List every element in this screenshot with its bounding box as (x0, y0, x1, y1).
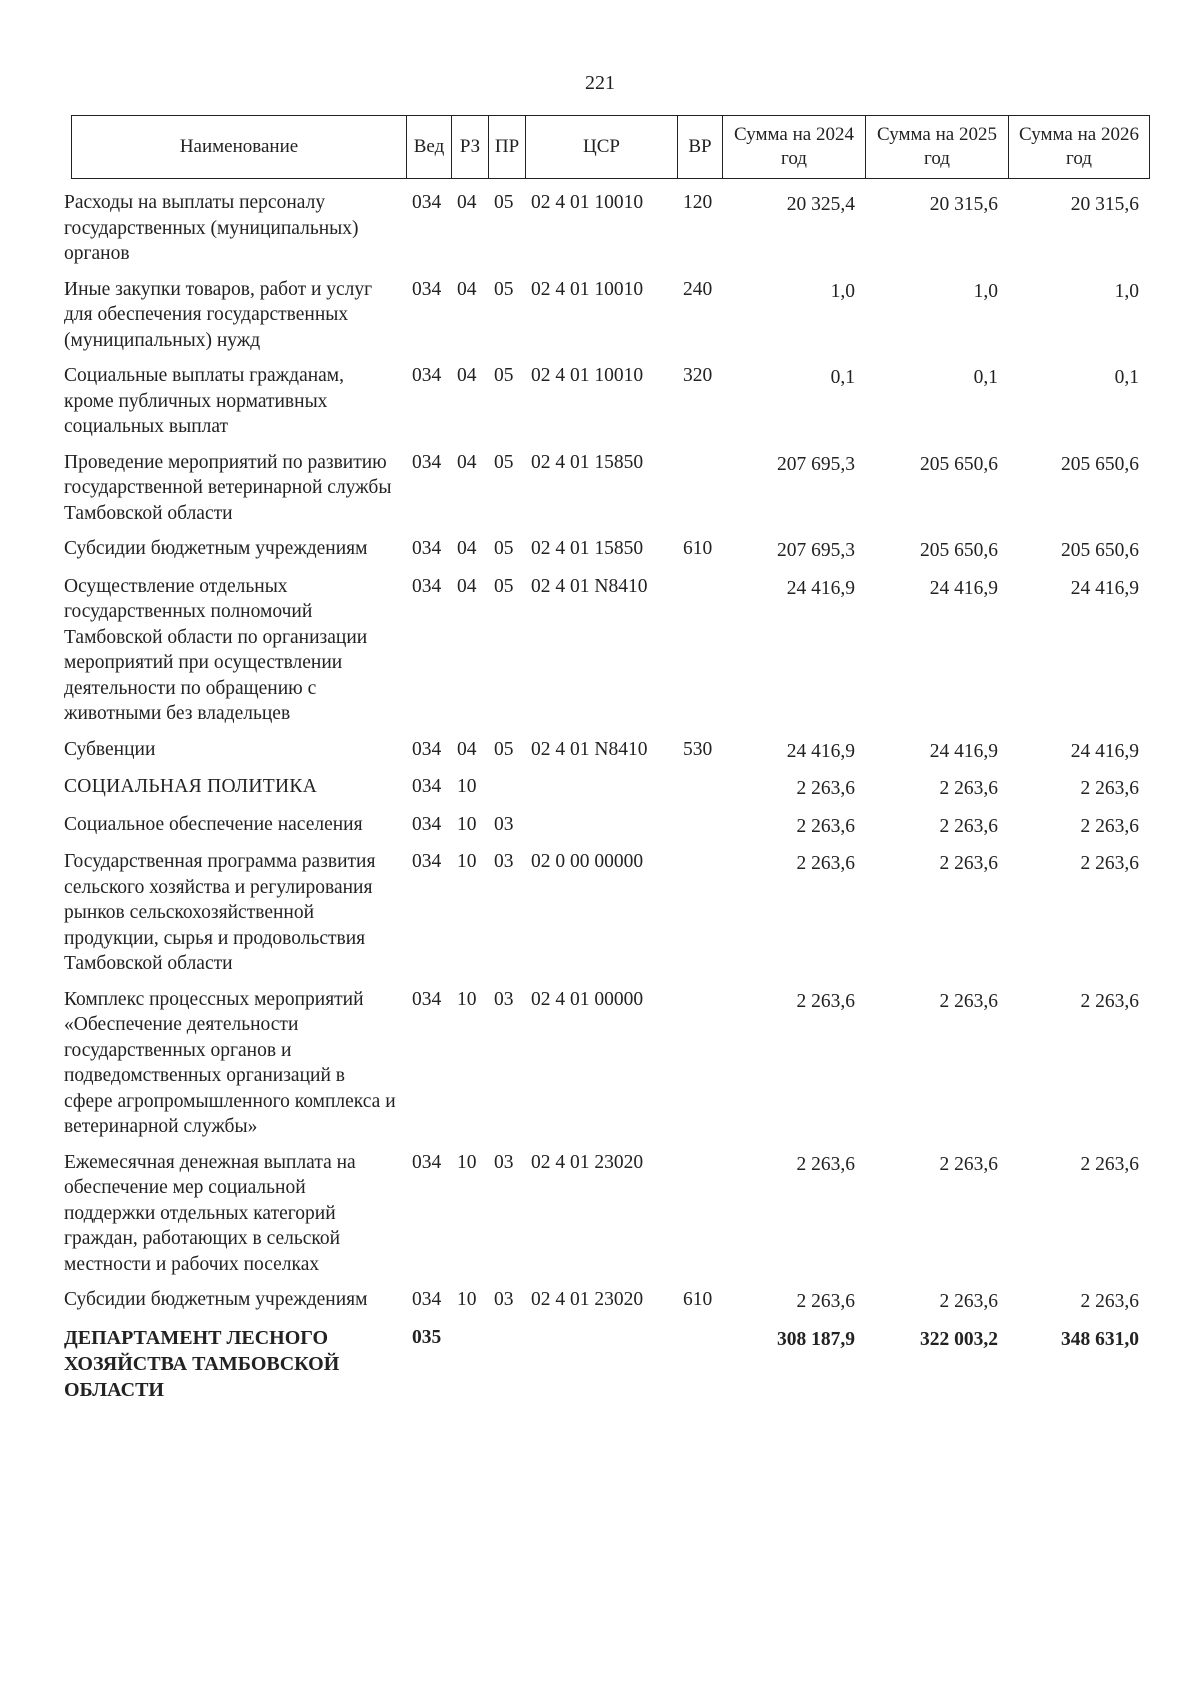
row-csr: 02 4 01 23020 (531, 1151, 644, 1173)
row-rz (451, 1325, 488, 1413)
row-sum-2025: 2 263,6 (939, 990, 998, 1012)
table-header (71, 115, 1150, 179)
row-name: Комплекс процессных мероприятий «Обеспечение деятельности государственных органов и подведомственных организаций в сфере агропромышленного комплекса и ветеринарной службы» (64, 988, 396, 1137)
row-sum-2025: 2 263,6 (939, 1153, 998, 1175)
row-ved: 035 (412, 1326, 442, 1348)
row-sum-2024: 1,0 (830, 280, 855, 302)
row-sum-2025: 2 263,6 (939, 778, 998, 799)
row-name: Субвенции (64, 738, 156, 760)
row-name: Осуществление отдельных государственных полномочий Тамбовской области по организации мероприятий при осуществлении деятельности по обращению с животными без владельцев (64, 575, 368, 724)
row-pr: 03 (494, 851, 514, 872)
row-sum-2026: 0,1 (1114, 367, 1139, 388)
row-sum-2025: 205 650,6 (920, 453, 998, 475)
row-sum-2026: 1,0 (1114, 280, 1139, 302)
row-rz: 04 (457, 575, 477, 597)
header-rz: РЗ (452, 116, 489, 179)
row-sum-2024: 207 695,3 (777, 453, 855, 475)
row-sum-2024: 2 263,6 (796, 853, 855, 874)
row-sum-2026: 2 263,6 (1080, 815, 1139, 837)
row-sum-2026: 205 650,6 (1061, 540, 1139, 561)
row-ved: 034 (412, 278, 442, 300)
row-csr: 02 4 01 23020 (531, 1289, 644, 1310)
row-pr: 05 (494, 538, 514, 559)
table-row (64, 277, 1149, 364)
row-sum-2025: 2 263,6 (939, 1291, 998, 1312)
row-name: Ежемесячная денежная выплата на обеспечение мер социальной поддержки отдельных категорий граждан, работающих в сельской местности и рабочих поселках (64, 1151, 356, 1275)
page-number: 221 (585, 72, 615, 94)
header-vr: ВР (678, 116, 723, 179)
table-row (64, 363, 1149, 450)
row-ved: 034 (412, 988, 442, 1010)
row-sum-2025: 322 003,2 (920, 1328, 998, 1350)
row-vr: 120 (683, 192, 713, 213)
table-row (64, 1287, 1149, 1325)
table-row (64, 774, 1149, 812)
row-name: Социальное обеспечение населения (64, 813, 363, 835)
row-sum-2026: 20 315,6 (1070, 194, 1139, 215)
row-sum-2026: 2 263,6 (1080, 1153, 1139, 1175)
row-ved: 034 (412, 1151, 442, 1173)
row-sum-2025: 2 263,6 (939, 815, 998, 837)
row-pr: 03 (494, 988, 514, 1010)
row-sum-2024: 2 263,6 (796, 1291, 855, 1312)
table-row (64, 190, 1149, 277)
row-vr (677, 987, 722, 1150)
row-rz: 04 (457, 278, 477, 300)
row-ved: 034 (412, 851, 442, 872)
row-sum-2025: 24 416,9 (929, 740, 998, 762)
row-sum-2024: 24 416,9 (786, 740, 855, 762)
row-name: ДЕПАРТАМЕНТ ЛЕСНОГО ХОЗЯЙСТВА ТАМБОВСКОЙ ОБЛАСТИ (64, 1326, 340, 1401)
row-ved: 034 (412, 813, 442, 835)
row-vr: 240 (683, 278, 713, 300)
row-sum-2026: 2 263,6 (1080, 990, 1139, 1012)
table-row (64, 574, 1149, 737)
row-rz: 10 (457, 813, 477, 835)
row-csr: 02 4 01 10010 (531, 278, 644, 300)
row-ved: 034 (412, 1289, 442, 1310)
row-ved: 034 (412, 575, 442, 597)
row-csr: 02 4 01 N8410 (531, 575, 648, 597)
row-pr: 05 (494, 278, 514, 300)
row-sum-2026: 205 650,6 (1061, 453, 1139, 475)
row-sum-2025: 2 263,6 (939, 853, 998, 874)
row-pr: 05 (494, 192, 514, 213)
row-vr (677, 849, 722, 987)
row-rz: 04 (457, 538, 477, 559)
table-row (64, 849, 1149, 987)
table-row (64, 737, 1149, 775)
row-csr: 02 0 00 00000 (531, 851, 644, 872)
row-sum-2024: 308 187,9 (777, 1328, 855, 1350)
row-vr: 530 (683, 738, 713, 760)
row-rz: 04 (457, 738, 477, 760)
row-pr: 03 (494, 1151, 514, 1173)
row-pr: 05 (494, 451, 514, 473)
row-rz: 10 (457, 851, 477, 872)
row-sum-2024: 24 416,9 (786, 577, 855, 599)
row-sum-2025: 1,0 (973, 280, 998, 302)
row-vr (677, 1325, 722, 1413)
row-pr: 05 (494, 365, 514, 386)
row-sum-2025: 205 650,6 (920, 540, 998, 561)
row-csr: 02 4 01 10010 (531, 192, 644, 213)
row-name: Субсидии бюджетным учреждениям (64, 1289, 368, 1310)
row-rz: 10 (457, 776, 477, 797)
row-ved: 034 (412, 538, 442, 559)
row-name: Субсидии бюджетным учреждениям (64, 538, 368, 559)
header-pr: ПР (489, 116, 526, 179)
row-rz: 10 (457, 988, 477, 1010)
row-rz: 10 (457, 1289, 477, 1310)
row-csr (525, 812, 677, 850)
row-sum-2026: 24 416,9 (1070, 740, 1139, 762)
row-pr (488, 774, 525, 812)
table-row (64, 450, 1149, 537)
row-csr: 02 4 01 15850 (531, 451, 644, 473)
row-vr (677, 812, 722, 850)
row-vr (677, 574, 722, 737)
row-ved: 034 (412, 451, 442, 473)
row-pr: 03 (494, 813, 514, 835)
row-rz: 04 (457, 365, 477, 386)
budget-table-body (64, 190, 1149, 1413)
row-vr (677, 1150, 722, 1288)
row-csr (525, 1325, 677, 1413)
row-csr: 02 4 01 15850 (531, 538, 644, 559)
row-sum-2024: 2 263,6 (796, 815, 855, 837)
row-rz: 04 (457, 451, 477, 473)
row-ved: 034 (412, 365, 442, 386)
row-pr (488, 1325, 525, 1413)
row-name: Иные закупки товаров, работ и услуг для обеспечения государственных (муниципальных) нужд (64, 278, 373, 351)
header-name: Наименование (72, 116, 407, 179)
row-csr: 02 4 01 N8410 (531, 738, 648, 760)
header-ved: Вед (407, 116, 452, 179)
row-sum-2024: 20 325,4 (786, 194, 855, 215)
row-name: Социальные выплаты гражданам, кроме публичных нормативных социальных выплат (64, 365, 345, 437)
header-sum-2024: Сумма на 2024 год (723, 116, 866, 179)
row-sum-2025: 20 315,6 (929, 194, 998, 215)
row-sum-2024: 207 695,3 (777, 540, 855, 561)
row-vr: 320 (683, 365, 713, 386)
row-sum-2025: 24 416,9 (929, 577, 998, 599)
row-sum-2024: 2 263,6 (796, 1153, 855, 1175)
row-csr: 02 4 01 00000 (531, 988, 644, 1010)
row-ved: 034 (412, 776, 442, 797)
table-row (64, 536, 1149, 574)
row-sum-2026: 2 263,6 (1080, 778, 1139, 799)
header-sum-2026: Сумма на 2026 год (1009, 116, 1150, 179)
row-name: Государственная программа развития сельского хозяйства и регулирования рынков сельскохозяйственной продукции, сырья и продовольствия Тамбовской области (64, 851, 376, 974)
row-sum-2024: 0,1 (830, 367, 855, 388)
row-csr (525, 774, 677, 812)
row-rz: 10 (457, 1151, 477, 1173)
table-row (64, 812, 1149, 850)
row-vr: 610 (683, 1289, 713, 1310)
table-row (64, 1150, 1149, 1288)
row-vr (677, 774, 722, 812)
row-rz: 04 (457, 192, 477, 213)
table-row (64, 1325, 1149, 1413)
row-vr (677, 450, 722, 537)
header-sum-2025: Сумма на 2025 год (866, 116, 1009, 179)
row-sum-2025: 0,1 (973, 367, 998, 388)
table-row (64, 987, 1149, 1150)
row-ved: 034 (412, 738, 442, 760)
row-sum-2026: 24 416,9 (1070, 577, 1139, 599)
row-pr: 05 (494, 738, 514, 760)
row-name: Проведение мероприятий по развитию государственной ветеринарной службы Тамбовской области (64, 451, 392, 524)
row-sum-2026: 2 263,6 (1080, 1291, 1139, 1312)
row-sum-2026: 2 263,6 (1080, 853, 1139, 874)
row-sum-2026: 348 631,0 (1061, 1328, 1139, 1350)
row-pr: 05 (494, 575, 514, 597)
header-csr: ЦСР (526, 116, 678, 179)
row-name: Расходы на выплаты персоналу государственных (муниципальных) органов (64, 192, 359, 264)
row-sum-2024: 2 263,6 (796, 990, 855, 1012)
row-csr: 02 4 01 10010 (531, 365, 644, 386)
row-sum-2024: 2 263,6 (796, 778, 855, 799)
row-name: СОЦИАЛЬНАЯ ПОЛИТИКА (64, 776, 318, 797)
row-vr: 610 (683, 538, 713, 559)
row-ved: 034 (412, 192, 442, 213)
row-pr: 03 (494, 1289, 514, 1310)
